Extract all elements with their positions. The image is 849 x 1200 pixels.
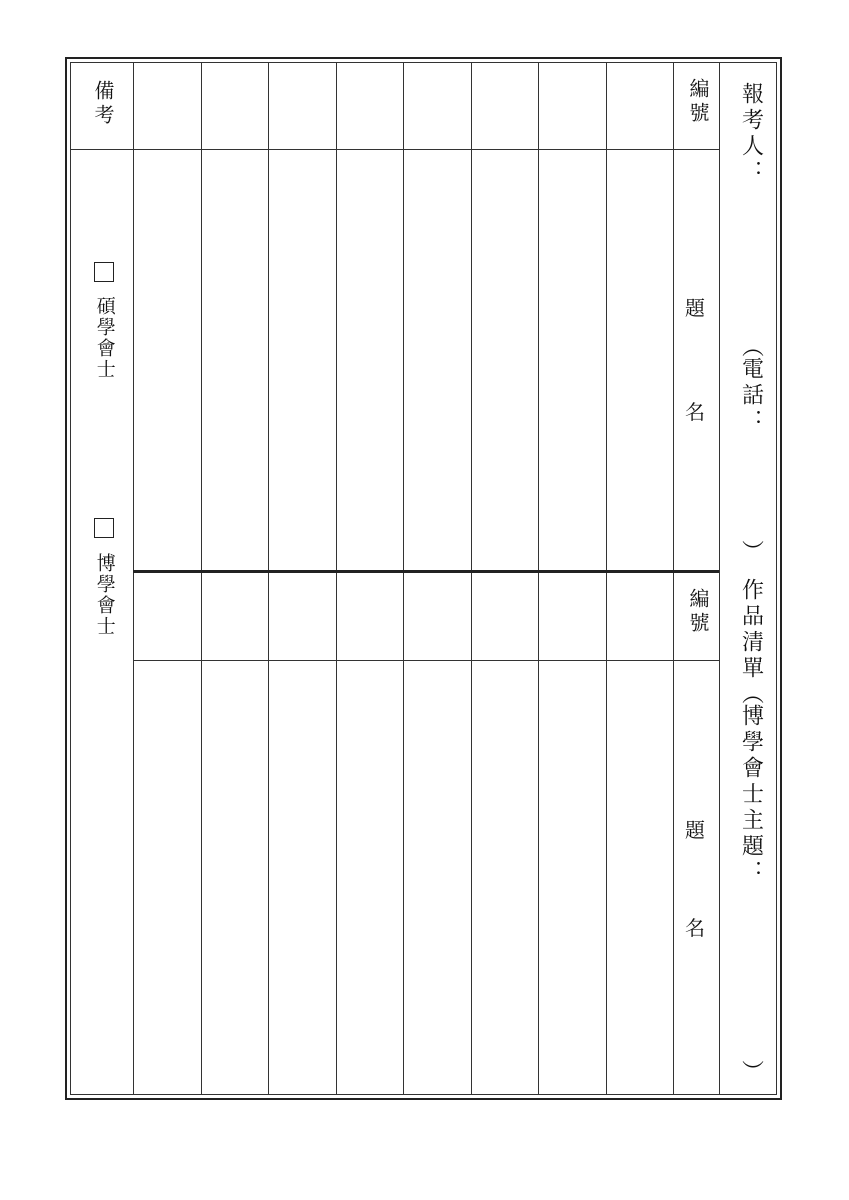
grid-line: [673, 62, 674, 1095]
title-header-char-2: 名: [685, 916, 705, 940]
theme-close-paren: ）: [738, 1060, 764, 1082]
list-title: 作品清單 （ 博學會士主題：: [738, 578, 764, 886]
grid-line: [606, 62, 607, 1095]
grid-line: [201, 62, 202, 1095]
title-header-char-1: 題: [685, 296, 705, 320]
remarks-header: 備考: [91, 80, 115, 128]
grid-line: [538, 62, 539, 1095]
number-header: 編號: [686, 78, 710, 126]
grid-line: [403, 62, 404, 1095]
grid-line: [471, 62, 472, 1095]
grid-line: [719, 62, 720, 1095]
master-option-label: 碩學會士: [93, 296, 116, 380]
doctor-checkbox[interactable]: [94, 518, 114, 538]
header-row-line: [70, 149, 719, 150]
master-checkbox[interactable]: [94, 262, 114, 282]
section-divider: [133, 570, 719, 573]
grid-line: [336, 62, 337, 1095]
reporter-label: 報考人：: [738, 82, 764, 186]
grid-line: [268, 62, 269, 1095]
phone-close-paren: ）: [738, 540, 764, 562]
page-border-inner: [70, 62, 777, 1095]
doctor-option-label: 博學會士: [93, 553, 116, 637]
header-row-line: [133, 660, 719, 661]
grid-line: [133, 62, 134, 1095]
phone-label: （ 電話：: [738, 335, 764, 435]
number-header: 編號: [686, 588, 710, 636]
title-header-char-1: 題: [685, 818, 705, 842]
title-header-char-2: 名: [685, 400, 705, 424]
